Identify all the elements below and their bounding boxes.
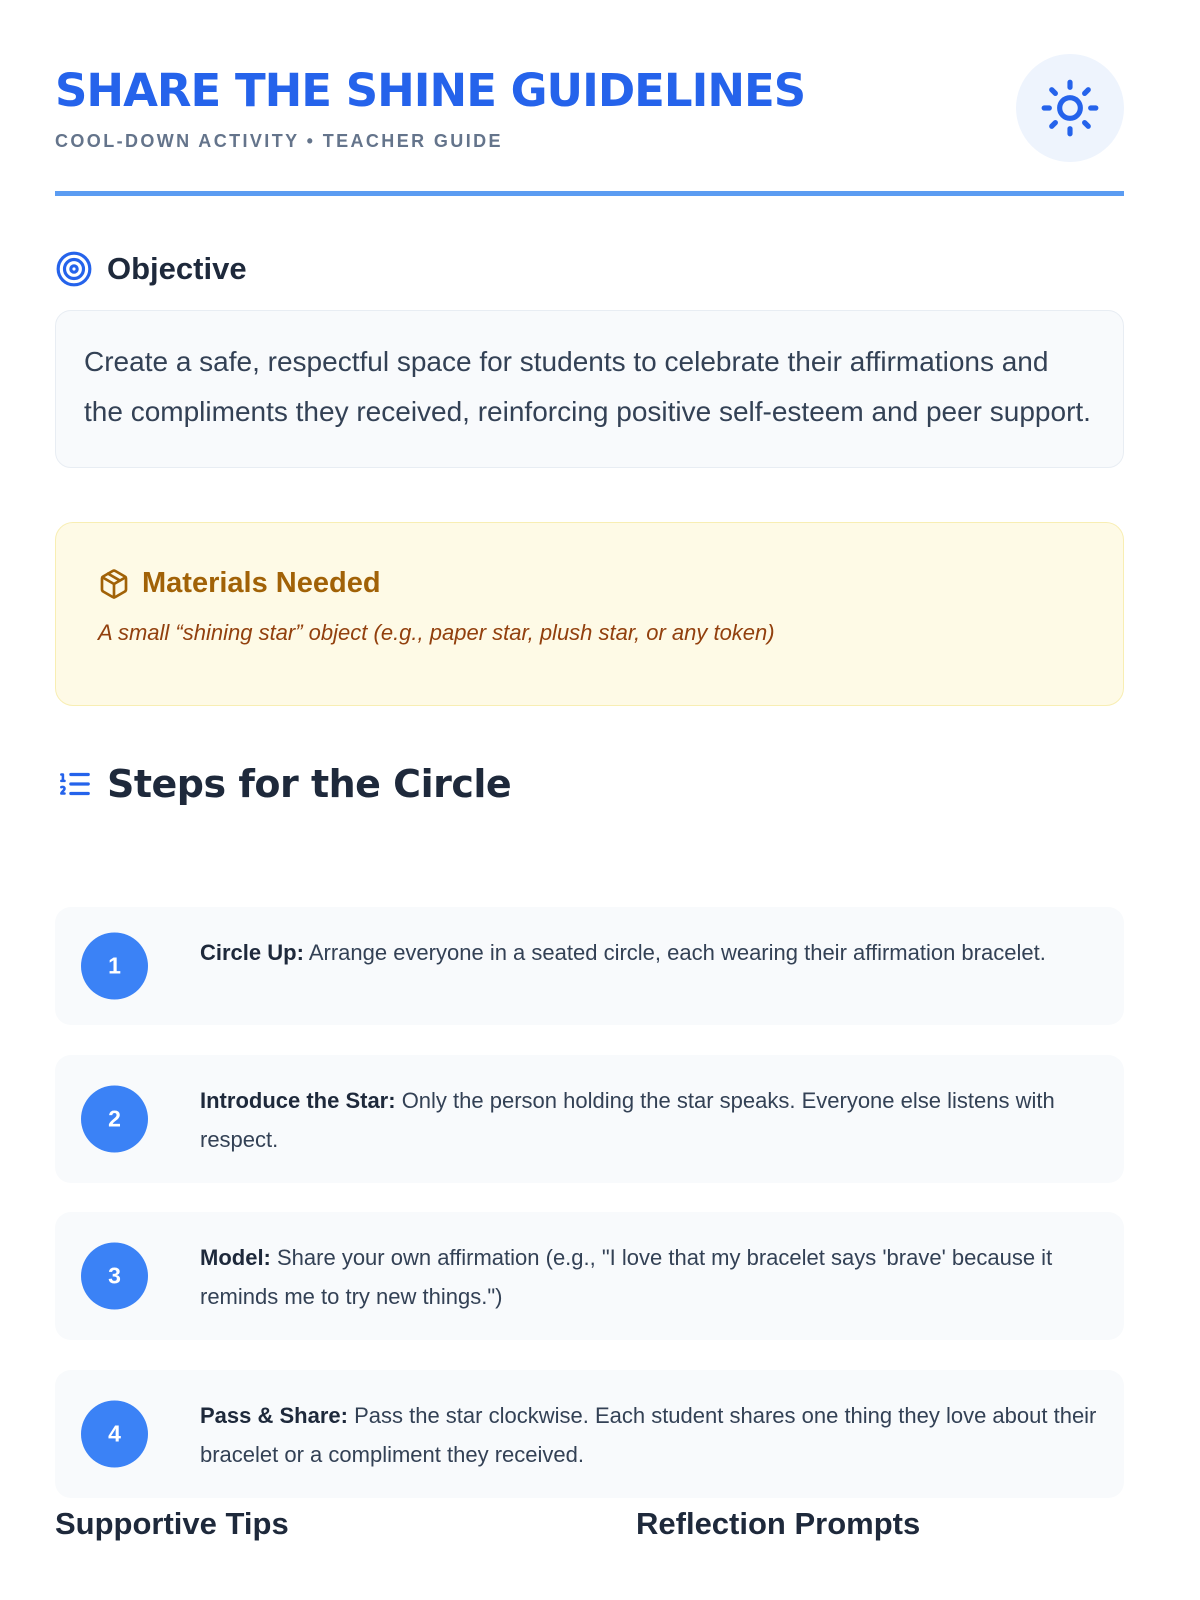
package-icon (98, 568, 130, 600)
objective-heading-label: Objective (107, 251, 247, 286)
step-description: Share your own affirmation (e.g., "I love that my bracelet says 'brave' because it reminds me to try new things.") (200, 1245, 1053, 1309)
page-title: SHARE THE SHINE GUIDELINES (55, 64, 806, 117)
step-description: Pass the star clockwise. Each student shares one thing they love about their bracelet or a compliment they received. (200, 1403, 1097, 1467)
target-icon (55, 250, 93, 288)
materials-text: A small “shining star” object (e.g., paper star, plush star, or any token) (98, 620, 775, 645)
objective-heading (55, 250, 1124, 288)
materials-heading (98, 567, 1081, 600)
numbered-list-icon (55, 765, 93, 803)
step-title: Circle Up: (200, 940, 304, 965)
materials-panel (55, 522, 1124, 706)
step-number-badge: 1 (81, 933, 148, 1000)
step-number-badge: 4 (81, 1401, 148, 1468)
step-text (200, 1238, 1098, 1316)
sun-icon (1016, 54, 1124, 162)
page-header (55, 0, 1124, 196)
steps-heading-label: Steps for the Circle (107, 762, 512, 806)
step-description: Only the person holding the star speaks. Everyone else listens with respect. (200, 1088, 1055, 1152)
steps-heading (55, 762, 1124, 806)
step-item (55, 1212, 1124, 1340)
materials-heading-label: Materials Needed (142, 567, 381, 599)
step-number-badge: 3 (81, 1243, 148, 1310)
step-text (200, 1396, 1098, 1474)
page-subtitle: COOL-DOWN ACTIVITY • TEACHER GUIDE (55, 131, 503, 151)
objective-text: Create a safe, respectful space for students to celebrate their affirmations and the compliments they received, reinforcing positive self-esteem and peer support. (55, 310, 1124, 468)
step-text (200, 1081, 1098, 1159)
step-number-badge: 2 (81, 1086, 148, 1153)
step-item (55, 1370, 1124, 1498)
step-item (55, 907, 1124, 1025)
step-description: Arrange everyone in a seated circle, each wearing their affirmation bracelet. (303, 940, 1046, 965)
step-title: Model: (200, 1245, 271, 1270)
reflection-prompts-heading: Reflection Prompts (636, 1506, 921, 1541)
step-title: Introduce the Star: (200, 1088, 396, 1113)
step-item (55, 1055, 1124, 1183)
step-text (200, 933, 1046, 972)
supportive-tips-heading: Supportive Tips (55, 1506, 289, 1541)
step-title: Pass & Share: (200, 1403, 348, 1428)
